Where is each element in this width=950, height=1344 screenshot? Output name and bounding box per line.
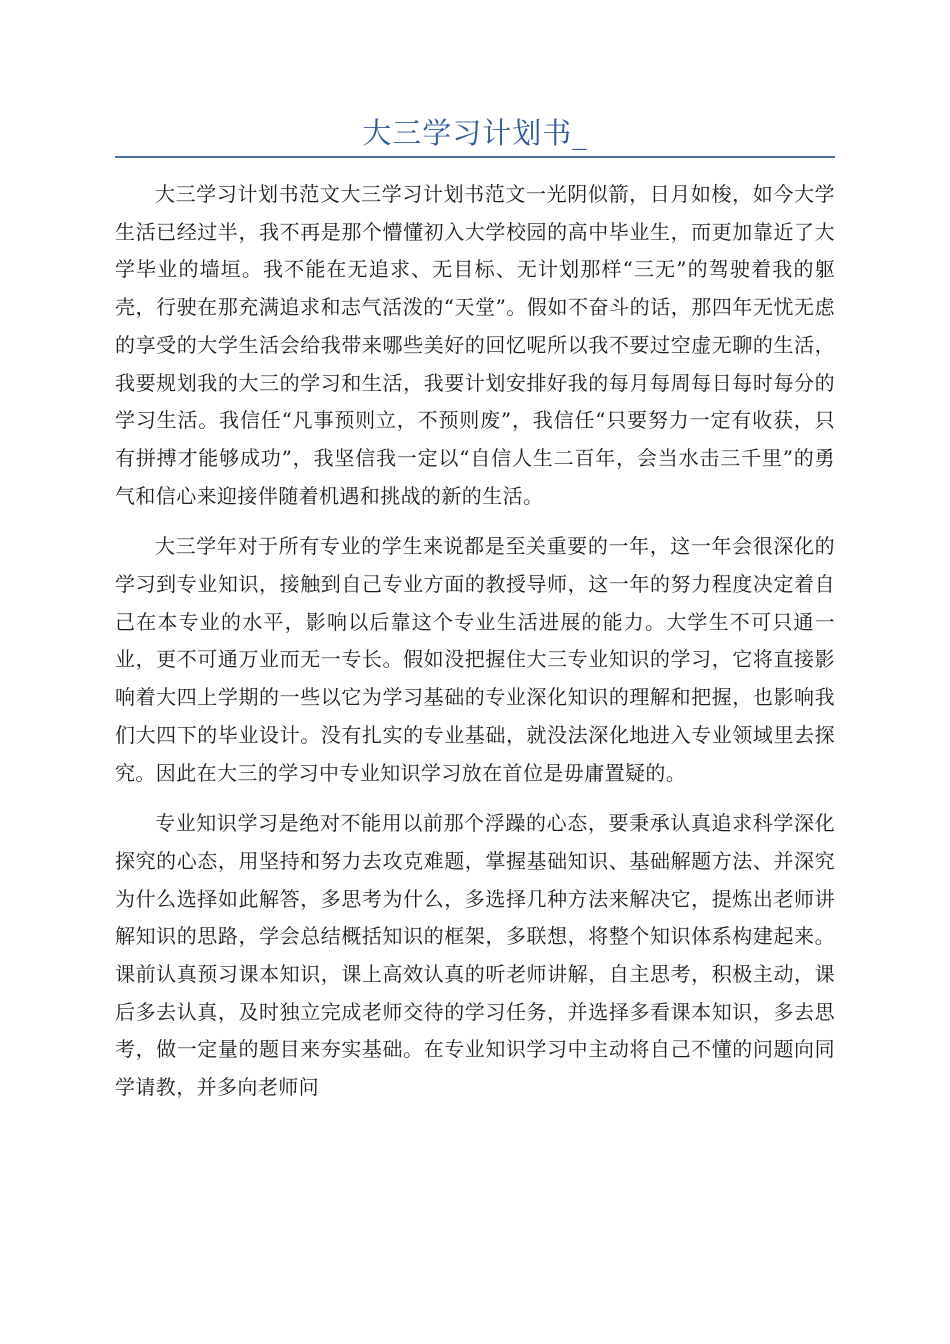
paragraph-1: 大三学习计划书范文大三学习计划书范文一光阴似箭，日月如梭，如今大学生活已经过半，我不再是那个懵懂初入大学校园的高中毕业生，而更加靠近了大学毕业的墙垣。我不能在无追求、无目标、无计划那样“三无”的驾驶着我的躯壳，行驶在那充满追求和志气活泼的“天堂”。假如不奋斗的话，那四年无忧无虑的享受的大学生活会给我带来哪些美好的回忆呢所以我不要过空虚无聊的生活，我要规划我的大三的学习和生活，我要计划安排好我的每月每周每日每时每分的学习生活。我信任“凡事预则立，不预则废”，我信任“只要努力一定有收获，只有拼搏才能够成功”，我坚信我一定以“自信人生二百年，会当水击三千里”的勇气和信心来迎接伴随着机遇和挑战的新的生活。: [115, 182, 835, 508]
paragraph-2: 大三学年对于所有专业的学生来说都是至关重要的一年，这一年会很深化的学习到专业知识，接触到自己专业方面的教授导师，这一年的努力程度决定着自己在本专业的水平，影响以后靠这个专业生活进展的能力。大学生不可只通一业，更不可通万业而无一专长。假如没把握住大三专业知识的学习，它将直接影响着大四上学期的一些以它为学习基础的专业深化知识的理解和把握，也影响我们大四下的毕业设计。没有扎实的专业基础，就没法深化地进入专业领域里去探究。因此在大三的学习中专业知识学习放在首位是毋庸置疑的。: [115, 534, 835, 785]
title-block: [115, 112, 835, 158]
document-body: [115, 176, 835, 1120]
document-title: 大三学习计划书_: [362, 116, 588, 150]
paragraph-3: 专业知识学习是绝对不能用以前那个浮躁的心态，要秉承认真追求科学深化探究的心态，用坚持和努力去攻克难题，掌握基础知识、基础解题方法、并深究为什么选择如此解答，多思考为什么，多选择几种方法来解决它，提炼出老师讲解知识的思路，学会总结概括知识的框架，多联想，将整个知识体系构建起来。课前认真预习课本知识，课上高效认真的听老师讲解，自主思考，积极主动，课后多去认真，及时独立完成老师交待的学习任务，并选择多看课本知识，多去思考，做一定量的题目来夯实基础。在专业知识学习中主动将自己不懂的问题向同学请教，并多向老师问: [115, 811, 835, 1100]
